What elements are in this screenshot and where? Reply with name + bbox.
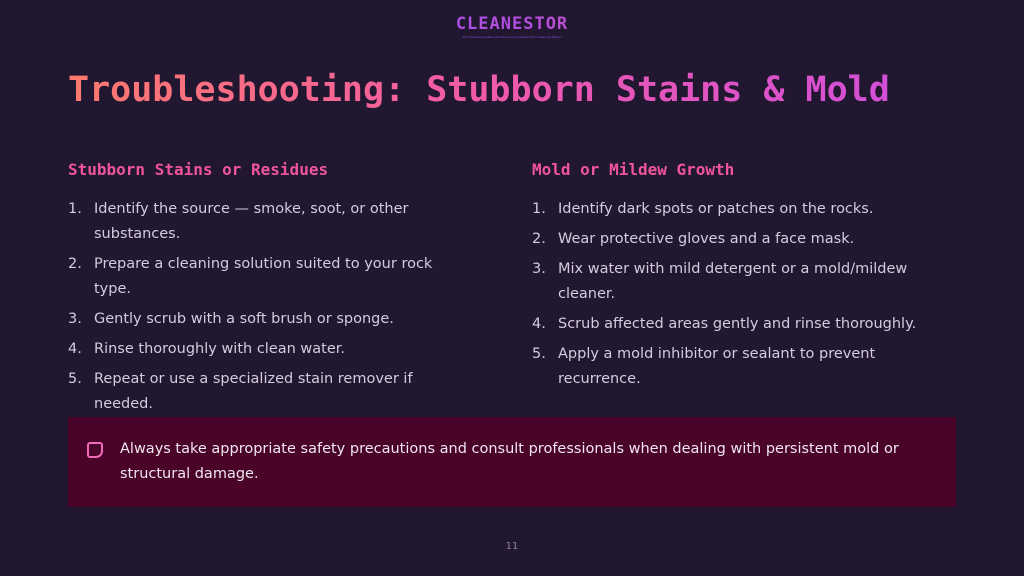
list-item: 1. Identify dark spots or patches on the rocks. (532, 201, 874, 217)
logo-name: CLEANESTOR (0, 14, 1024, 34)
page-title: Troubleshooting: Stubborn Stains & Mold (68, 70, 890, 110)
logo (0, 14, 1024, 39)
column-heading: Stubborn Stains or Residues (68, 160, 329, 179)
page-number: 11 (505, 541, 519, 552)
stains-column (68, 160, 468, 422)
list-item: 3. Gently scrub with a soft brush or sponge. (68, 311, 394, 327)
list-item: 5. Apply a mold inhibitor or sealant to prevent recurrence. (532, 346, 876, 387)
mold-column (532, 160, 932, 397)
list-item: 1. Identify the source — smoke, soot, or other substances. (68, 201, 409, 242)
callout-text: Always take appropriate safety precautions and consult professionals when dealing with persistent mold or structural damage. (120, 441, 899, 482)
list-item: 5. Repeat or use a specialized stain remover if needed. (68, 371, 413, 412)
list-item: 4. Scrub affected areas gently and rinse thoroughly. (532, 316, 917, 332)
note-icon (87, 442, 103, 458)
logo-tagline: Pro Cleaning Guides And Service Journalism From Cleaning Nation (462, 35, 562, 39)
safety-callout (68, 417, 956, 507)
list-item: 4. Rinse thoroughly with clean water. (68, 341, 346, 357)
list-item: 2. Prepare a cleaning solution suited to your rock type. (68, 256, 433, 297)
column-heading: Mold or Mildew Growth (532, 160, 735, 179)
list-item: 2. Wear protective gloves and a face mask. (532, 231, 855, 247)
list-item: 3. Mix water with mild detergent or a mold/mildew cleaner. (532, 261, 908, 302)
